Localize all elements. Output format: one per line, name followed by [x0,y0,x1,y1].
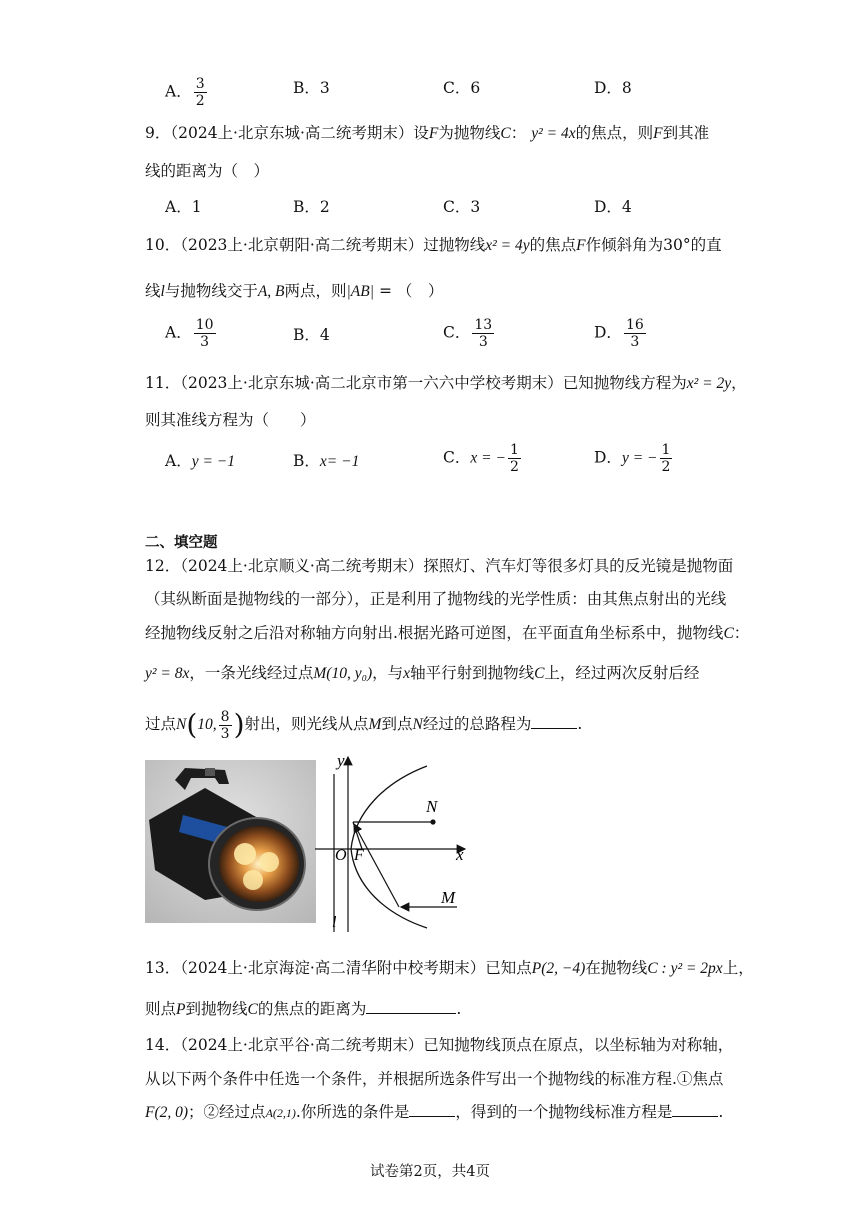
fraction [624,317,646,350]
denominator: 3 [478,334,488,350]
q10-option-d [594,317,648,350]
q8-option-d: D．8 [594,79,632,97]
paren-close: ) [233,708,245,741]
text: 射出，则光线从点 [244,715,369,733]
text: 经过的总路程为 [422,715,532,733]
math: |AB| [346,283,375,300]
text: 11．（2023上·北京东城·高二北京市第一六六中学校考期末）已知抛物线方程为 [145,374,687,392]
text: . [456,1000,462,1018]
fraction [194,317,216,350]
flashlight-icon [145,760,316,923]
text: 10．（2023上·北京朝阳·高二统考期末）过抛物线 [145,236,486,254]
text: 9．（2024上·北京东城·高二统考期末）设 [145,124,429,142]
q8-option-c: C．6 [443,79,481,97]
q9-line1 [145,122,709,145]
numerator: 16 [625,317,644,333]
label-o: O [335,847,347,864]
math: A(2,1) [265,1106,296,1120]
text: 则点 [145,1000,177,1018]
text: ： [510,124,527,142]
q12-line5 [145,704,582,745]
text: 两点，则 [284,282,347,300]
q12-line1: 12．（2024上·北京顺义·高二统考期末）探照灯、汽车灯等很多灯具的反光镜是抛物面 [145,557,734,575]
q11-option-d [594,442,674,475]
label-x: x [456,845,464,864]
answer-blank[interactable] [531,713,577,729]
math: 30° [663,236,691,254]
option-label: A． [165,452,192,470]
text: 的焦点的距离为 [257,1000,367,1018]
q11-option-c [443,442,523,475]
q13-line2 [145,998,461,1021]
math: N [412,716,423,733]
paren-open: ( [186,708,198,741]
q11-option-a [165,450,235,473]
text: 过点 [145,715,177,733]
numerator: 1 [509,442,519,458]
text: 的直 [690,236,722,254]
text: ，一条光线经过点 [189,664,314,682]
q14-line2: 从以下两个条件中任选一个条件，并根据所选条件写出一个抛物线的标准方程.①焦点 [145,1070,724,1088]
math: y = −1 [191,453,236,470]
text: 13．（2024上·北京海淀·高二清华附中校考期末）已知点 [145,959,532,977]
numerator: 13 [474,317,493,333]
q9-option-c: C．3 [443,198,481,216]
text: = （ ） [374,282,444,300]
q11-option-b [293,450,359,473]
text: 为抛物线 [438,124,501,142]
text: . [577,715,583,733]
text: 的焦点，则 [575,124,654,142]
math: F [653,125,663,142]
option-label: C． [443,323,471,342]
q12-line2: （其纵断面是抛物线的一部分），正是利用了抛物线的光学性质：由其焦点射出的光线 [145,590,727,608]
text: 到其准 [662,124,710,142]
parabola-diagram [315,752,485,934]
label-y: y [337,752,345,770]
math: x = − [470,449,506,467]
q8-option-b: B．3 [293,79,330,97]
text: .你所选的条件是 [295,1103,410,1121]
math: C [534,665,545,682]
option-label: C． [443,448,471,467]
q9-option-d: D．4 [594,198,632,216]
math: P(2, −4) [531,960,586,977]
fraction [508,442,521,475]
math: y = − [621,449,658,467]
math: x [403,665,411,682]
numerator: 1 [661,442,671,458]
math: F [576,237,586,254]
page-footer: 试卷第2页，共4页 [370,1164,490,1180]
answer-blank[interactable] [672,1101,718,1117]
numerator: 3 [195,76,205,92]
text: 的焦点 [529,236,577,254]
q10-line1 [145,234,722,257]
text: 到点 [381,715,413,733]
q9-option-a: A．1 [165,198,202,216]
fraction [194,76,207,109]
math: A, B [257,283,285,300]
text: ， [731,374,747,392]
option-label: D． [594,448,622,467]
text: ，与 [372,664,404,682]
point-n [430,819,435,824]
text: . [718,1103,724,1121]
numerator: 10 [195,317,214,333]
text: 轴平行射到抛物线 [410,664,535,682]
math: x² = 4y [485,237,530,254]
section-heading: 二、填空题 [145,535,218,551]
math: l [160,283,165,300]
denominator: 2 [195,93,205,109]
q10-option-a [165,317,218,350]
math: C [723,625,734,642]
label-n: N [426,797,438,816]
text: ： [733,624,750,642]
text: 经抛物线反射之后沿对称轴方向射出.根据光路可逆图，在平面直角坐标系中，抛物线 [145,624,724,642]
flashlight-photo [145,760,316,923]
math: M [368,716,382,733]
text: 到抛物线 [185,1000,248,1018]
label-f: F [354,847,364,864]
math: F(2, 0) [145,1104,189,1121]
text: ，得到的一个抛物线标准方程是 [455,1103,673,1121]
math: P [176,1001,186,1018]
text: 上，经过两次反射后经 [544,664,700,682]
q14-line1: 14．（2024上·北京平谷·高二统考期末）已知抛物线顶点在原点，以坐标轴为对称轴， [145,1036,734,1054]
q10-option-c [443,317,496,350]
text: 与抛物线交于 [164,282,258,300]
q9-option-b: B．2 [293,198,330,216]
math: C [247,1001,258,1018]
q12-line3 [145,622,749,645]
fraction [472,317,494,350]
text: 作倾斜角为 [585,236,664,254]
fraction [219,709,232,742]
text: 在抛物线 [585,959,648,977]
q13-line1 [145,957,754,980]
math: x= −1 [319,453,360,470]
option-label: B． [293,452,320,470]
option-label: A． [165,82,192,101]
q10-option-b: B．4 [293,326,330,344]
q11-line1 [145,372,747,395]
label-l: l [332,914,337,931]
math: x² = 2y [686,375,732,392]
math: N [176,716,187,733]
text: ；②经过点 [188,1103,266,1121]
text: 线 [145,282,161,300]
answer-blank[interactable] [366,998,456,1014]
q11-line2: 则其准线方程为（ ） [145,411,316,429]
math: C : y² = 2px [647,960,723,977]
q12-line4 [145,662,699,685]
math: M(10, y₀) [313,665,373,682]
math: y² = 8x [145,665,190,682]
denominator: 3 [200,334,210,350]
denominator: 2 [661,459,671,475]
option-label: A． [165,323,192,342]
numerator: 8 [220,708,230,725]
denominator: 3 [630,334,640,350]
q10-line2 [145,280,443,303]
ray-fm [354,824,399,907]
answer-blank[interactable] [409,1101,455,1117]
math: C [500,125,511,142]
denominator: 2 [509,459,519,475]
denominator: 3 [220,725,230,742]
label-m: M [441,888,456,907]
math: 10, [197,716,217,733]
q14-line3 [145,1101,723,1124]
text: 上， [722,959,754,977]
fraction [660,442,673,475]
option-label: D． [594,323,622,342]
math: y² = 4x [531,125,576,142]
math: F [428,125,439,142]
q9-line2: 线的距离为（ ） [145,162,270,180]
q8-option-a [165,76,209,109]
